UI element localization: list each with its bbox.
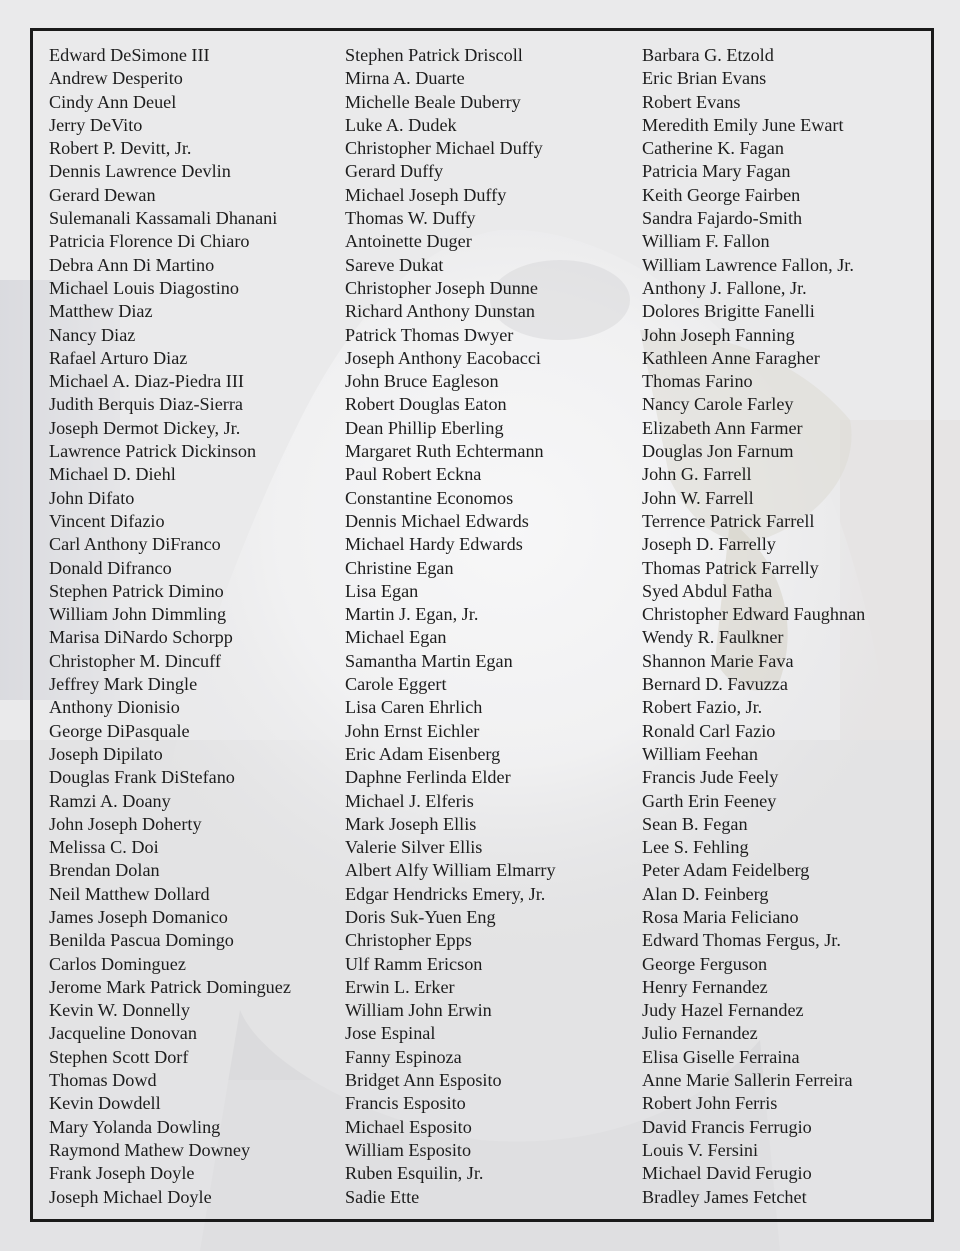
name-entry: Shannon Marie Fava: [642, 650, 794, 671]
name-entry: Sulemanali Kassamali Dhanani: [49, 208, 278, 229]
name-entry: John Joseph Doherty: [49, 813, 202, 834]
name-entry: Sadie Ette: [345, 1186, 420, 1207]
name-entry: Michael Louis Diagostino: [49, 277, 239, 298]
name-entry: Thomas Dowd: [49, 1070, 157, 1091]
name-entry: Martin J. Egan, Jr.: [345, 604, 479, 625]
name-entry: Nancy Carole Farley: [642, 394, 794, 415]
name-entry: Douglas Frank DiStefano: [49, 767, 235, 788]
name-entry: Michael David Ferugio: [642, 1163, 812, 1184]
name-entry: Thomas Patrick Farrelly: [642, 557, 819, 578]
name-entry: Christopher M. Dincuff: [49, 650, 221, 671]
name-entry: Albert Alfy William Elmarry: [345, 860, 556, 881]
name-entry: William Esposito: [345, 1139, 472, 1160]
name-entry: Michael J. Elferis: [345, 790, 474, 811]
name-entry: William Lawrence Fallon, Jr.: [642, 254, 854, 275]
name-entry: Christine Egan: [345, 557, 454, 578]
name-entry: Debra Ann Di Martino: [49, 254, 215, 275]
name-entry: Louis V. Fersini: [642, 1139, 759, 1160]
name-entry: John W. Farrell: [642, 487, 754, 508]
name-entry: Christopher Edward Faughnan: [642, 604, 866, 625]
name-entry: John Difato: [49, 487, 135, 508]
name-entry: Alan D. Feinberg: [642, 883, 769, 904]
name-entry: Michael Joseph Duffy: [345, 184, 507, 205]
name-entry: Michael Hardy Edwards: [345, 534, 523, 555]
name-entry: Antoinette Duger: [345, 231, 472, 252]
name-entry: Lee S. Fehling: [642, 837, 749, 858]
name-entry: Robert P. Devitt, Jr.: [49, 138, 192, 159]
name-entry: Jeffrey Mark Dingle: [49, 674, 198, 695]
name-entry: Stephen Scott Dorf: [49, 1046, 189, 1067]
name-entry: Kathleen Anne Faragher: [642, 347, 820, 368]
names-column-1: [49, 44, 291, 1209]
name-entry: Dennis Lawrence Devlin: [49, 161, 231, 182]
name-entry: Carole Eggert: [345, 674, 447, 695]
name-entry: Eric Adam Eisenberg: [345, 743, 501, 764]
name-entry: Richard Anthony Dunstan: [345, 301, 535, 322]
name-entry: William F. Fallon: [642, 231, 770, 252]
name-entry: Michael A. Diaz-Piedra III: [49, 371, 244, 392]
name-entry: Samantha Martin Egan: [345, 650, 513, 671]
name-entry: William John Erwin: [345, 1000, 492, 1021]
name-entry: Christopher Epps: [345, 930, 472, 951]
name-entry: Vincent Difazio: [49, 510, 165, 531]
name-entry: Rosa Maria Feliciano: [642, 906, 799, 927]
name-entry: Mirna A. Duarte: [345, 68, 465, 89]
name-entry: Patrick Thomas Dwyer: [345, 324, 514, 345]
name-entry: John Bruce Eagleson: [345, 371, 499, 392]
name-entry: Ronald Carl Fazio: [642, 720, 776, 741]
name-entry: Fanny Espinoza: [345, 1046, 462, 1067]
name-entry: Garth Erin Feeney: [642, 790, 777, 811]
name-entry: Sean B. Fegan: [642, 813, 748, 834]
name-entry: Francis Esposito: [345, 1093, 466, 1114]
name-entry: Jerome Mark Patrick Dominguez: [49, 976, 291, 997]
name-entry: Henry Fernandez: [642, 976, 768, 997]
names-column-2: [345, 44, 556, 1209]
name-entry: Sandra Fajardo-Smith: [642, 208, 803, 229]
name-entry: Joseph Michael Doyle: [49, 1186, 212, 1207]
name-entry: Eric Brian Evans: [642, 68, 767, 89]
name-entry: Edgar Hendricks Emery, Jr.: [345, 883, 546, 904]
name-entry: Carlos Dominguez: [49, 953, 186, 974]
name-entry: Catherine K. Fagan: [642, 138, 784, 159]
name-entry: Dolores Brigitte Fanelli: [642, 301, 815, 322]
name-entry: Lisa Caren Ehrlich: [345, 697, 483, 718]
name-entry: Joseph Dermot Dickey, Jr.: [49, 417, 241, 438]
name-entry: John G. Farrell: [642, 464, 752, 485]
name-entry: Robert Fazio, Jr.: [642, 697, 763, 718]
name-entry: Raymond Mathew Downey: [49, 1139, 251, 1160]
name-entry: John Ernst Eichler: [345, 720, 480, 741]
name-entry: Peter Adam Feidelberg: [642, 860, 810, 881]
name-entry: John Joseph Fanning: [642, 324, 795, 345]
name-entry: Julio Fernandez: [642, 1023, 758, 1044]
name-entry: Rafael Arturo Diaz: [49, 347, 188, 368]
names-frame: [30, 28, 934, 1222]
name-entry: Andrew Desperito: [49, 68, 183, 89]
name-entry: Michael Egan: [345, 627, 447, 648]
name-entry: Terrence Patrick Farrell: [642, 510, 815, 531]
name-entry: Donald Difranco: [49, 557, 172, 578]
name-entry: Thomas W. Duffy: [345, 208, 476, 229]
name-entry: Matthew Diaz: [49, 301, 153, 322]
name-entry: Gerard Dewan: [49, 184, 156, 205]
name-entry: Christopher Joseph Dunne: [345, 277, 538, 298]
name-entry: Cindy Ann Deuel: [49, 91, 177, 112]
name-entry: Ruben Esquilin, Jr.: [345, 1163, 484, 1184]
name-entry: Jerry DeVito: [49, 114, 143, 135]
name-entry: Edward DeSimone III: [49, 45, 210, 65]
name-entry: Valerie Silver Ellis: [345, 837, 483, 858]
name-entry: Daphne Ferlinda Elder: [345, 767, 511, 788]
name-entry: Joseph Anthony Eacobacci: [345, 347, 541, 368]
name-entry: Bernard D. Favuzza: [642, 674, 788, 695]
name-entry: Robert Douglas Eaton: [345, 394, 507, 415]
name-entry: William John Dimmling: [49, 604, 227, 625]
name-entry: Carl Anthony DiFranco: [49, 534, 221, 555]
name-entry: George DiPasquale: [49, 720, 190, 741]
name-entry: Wendy R. Faulkner: [642, 627, 784, 648]
name-entry: Margaret Ruth Echtermann: [345, 441, 544, 462]
name-entry: Jose Espinal: [345, 1023, 436, 1044]
name-entry: Robert John Ferris: [642, 1093, 778, 1114]
name-entry: Brendan Dolan: [49, 860, 160, 881]
name-entry: Francis Jude Feely: [642, 767, 779, 788]
name-entry: Jacqueline Donovan: [49, 1023, 197, 1044]
name-entry: Judith Berquis Diaz-Sierra: [49, 394, 243, 415]
name-entry: Paul Robert Eckna: [345, 464, 482, 485]
name-entry: Michelle Beale Duberry: [345, 91, 521, 112]
name-entry: Anne Marie Sallerin Ferreira: [642, 1070, 853, 1091]
name-entry: Douglas Jon Farnum: [642, 441, 794, 462]
name-entry: Stephen Patrick Driscoll: [345, 45, 523, 65]
name-entry: James Joseph Domanico: [49, 906, 228, 927]
name-entry: Melissa C. Doi: [49, 837, 159, 858]
name-entry: Luke A. Dudek: [345, 114, 457, 135]
name-entry: Edward Thomas Fergus, Jr.: [642, 930, 841, 951]
name-entry: Patricia Mary Fagan: [642, 161, 791, 182]
name-entry: George Ferguson: [642, 953, 768, 974]
name-entry: Joseph Dipilato: [49, 743, 163, 764]
name-entry: William Feehan: [642, 743, 758, 764]
name-entry: Lawrence Patrick Dickinson: [49, 441, 257, 462]
name-entry: Patricia Florence Di Chiaro: [49, 231, 250, 252]
name-entry: Benilda Pascua Domingo: [49, 930, 234, 951]
name-entry: Gerard Duffy: [345, 161, 444, 182]
name-entry: Joseph D. Farrelly: [642, 534, 776, 555]
name-entry: Dennis Michael Edwards: [345, 510, 529, 531]
name-entry: Frank Joseph Doyle: [49, 1163, 195, 1184]
name-entry: Michael D. Diehl: [49, 464, 176, 485]
name-entry: Mark Joseph Ellis: [345, 813, 477, 834]
name-entry: Barbara G. Etzold: [642, 45, 774, 65]
name-entry: Kevin W. Donnelly: [49, 1000, 190, 1021]
name-entry: Meredith Emily June Ewart: [642, 114, 844, 135]
name-entry: Neil Matthew Dollard: [49, 883, 210, 904]
name-entry: Nancy Diaz: [49, 324, 136, 345]
names-column-3: [642, 44, 865, 1209]
name-entry: David Francis Ferrugio: [642, 1116, 812, 1137]
name-entry: Constantine Economos: [345, 487, 514, 508]
name-entry: Bridget Ann Esposito: [345, 1070, 502, 1091]
name-entry: Doris Suk-Yuen Eng: [345, 906, 496, 927]
name-entry: Judy Hazel Fernandez: [642, 1000, 804, 1021]
name-entry: Kevin Dowdell: [49, 1093, 161, 1114]
name-entry: Marisa DiNardo Schorpp: [49, 627, 233, 648]
name-entry: Lisa Egan: [345, 580, 419, 601]
name-entry: Mary Yolanda Dowling: [49, 1116, 221, 1137]
name-entry: Ramzi A. Doany: [49, 790, 171, 811]
name-entry: Ulf Ramm Ericson: [345, 953, 483, 974]
name-entry: Bradley James Fetchet: [642, 1186, 807, 1207]
name-entry: Erwin L. Erker: [345, 976, 455, 997]
name-entry: Stephen Patrick Dimino: [49, 580, 224, 601]
name-entry: Sareve Dukat: [345, 254, 444, 275]
name-entry: Syed Abdul Fatha: [642, 580, 773, 601]
name-entry: Elizabeth Ann Farmer: [642, 417, 803, 438]
name-entry: Dean Phillip Eberling: [345, 417, 504, 438]
name-entry: Michael Esposito: [345, 1116, 472, 1137]
name-entry: Keith George Fairben: [642, 184, 801, 205]
name-entry: Robert Evans: [642, 91, 741, 112]
name-entry: Elisa Giselle Ferraina: [642, 1046, 800, 1067]
name-entry: Thomas Farino: [642, 371, 753, 392]
name-entry: Christopher Michael Duffy: [345, 138, 543, 159]
name-entry: Anthony Dionisio: [49, 697, 180, 718]
name-entry: Anthony J. Fallone, Jr.: [642, 277, 807, 298]
